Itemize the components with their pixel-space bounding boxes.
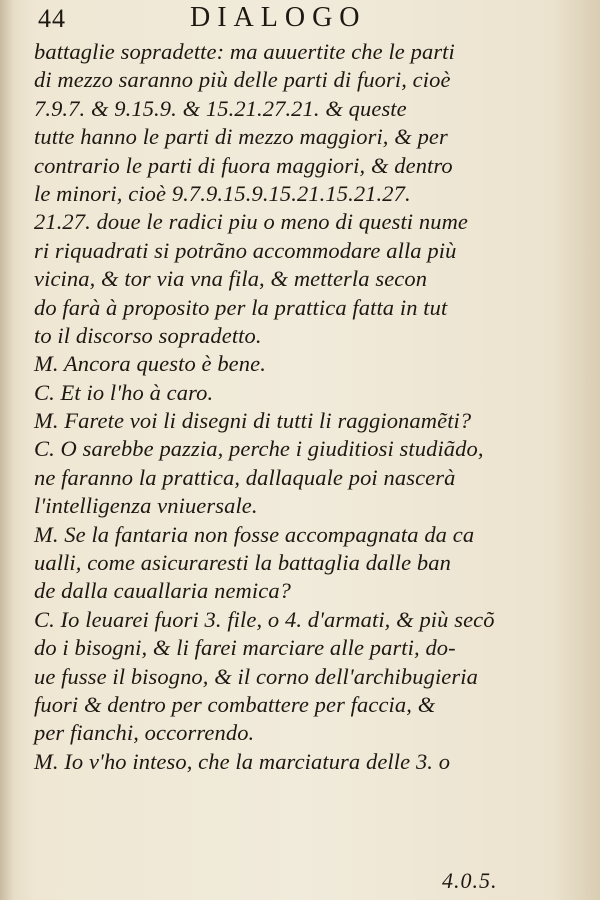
- text-line: per fianchi, occorrendo.: [34, 720, 255, 746]
- text-line: battaglie sopradette: ma auuertite che le parti: [34, 39, 455, 64]
- text-line: do farà à proposito per la prattica fatta in tut: [34, 294, 448, 320]
- running-title: DIALOGO: [190, 2, 367, 33]
- text-line: le minori, cioè 9.7.9.15.9.15.21.15.21.27.: [34, 180, 411, 206]
- speaker-line: C. Et io l'ho à caro.: [34, 379, 214, 405]
- running-head: [0, 0, 600, 40]
- text-line: vicina, & tor via vna fila, & metterla secon: [34, 266, 428, 292]
- catchword: 4.0.5.: [442, 868, 498, 893]
- speaker-line: M. Io v'ho inteso, che la marciatura delle 3. o: [34, 748, 451, 774]
- text-block: [34, 38, 586, 776]
- text-line: di mezzo saranno più delle parti di fuori, cioè: [34, 67, 451, 93]
- speaker-line: C. O sarebbe pazzia, perche i giuditiosi studiãdo,: [34, 436, 484, 462]
- speaker-line: M. Ancora questo è bene.: [34, 351, 266, 377]
- text-line: ue fusse il bisogno, & il corno dell'archibugieria: [34, 663, 478, 689]
- text-line: 21.27. doue le radici piu o meno di questi nume: [34, 209, 469, 235]
- text-line: to il discorso sopradetto.: [34, 322, 262, 348]
- text-line: ri riquadrati si potrãno accommodare alla più: [34, 237, 457, 263]
- text-line: fuori & dentro per combattere per faccia, &: [34, 691, 436, 717]
- text-line: 7.9.7. & 9.15.9. & 15.21.27.21. & queste: [34, 95, 407, 121]
- spine-shadow: [0, 0, 14, 900]
- speaker-line: M. Farete voi li disegni di tutti li raggionamẽti?: [34, 408, 472, 434]
- speaker-line: M. Se la fantaria non fosse accompagnata da ca: [34, 521, 475, 547]
- text-line: do i bisogni, & li farei marciare alle parti, do-: [34, 635, 456, 661]
- text-line: de dalla cauallaria nemica?: [34, 578, 292, 604]
- speaker-line: C. Io leuarei fuori 3. file, o 4. d'armati, & più secõ: [34, 606, 495, 632]
- text-line: tutte hanno le parti di mezzo maggiori, & per: [34, 124, 448, 150]
- text-line: l'intelligenza vniuersale.: [34, 493, 258, 519]
- page-number: 44: [38, 4, 66, 33]
- text-line: ualli, come asicuraresti la battaglia dalle ban: [34, 550, 451, 576]
- text-line: ne faranno la prattica, dallaquale poi nascerà: [34, 464, 456, 490]
- text-line: contrario le parti di fuora maggiori, & dentro: [34, 152, 453, 178]
